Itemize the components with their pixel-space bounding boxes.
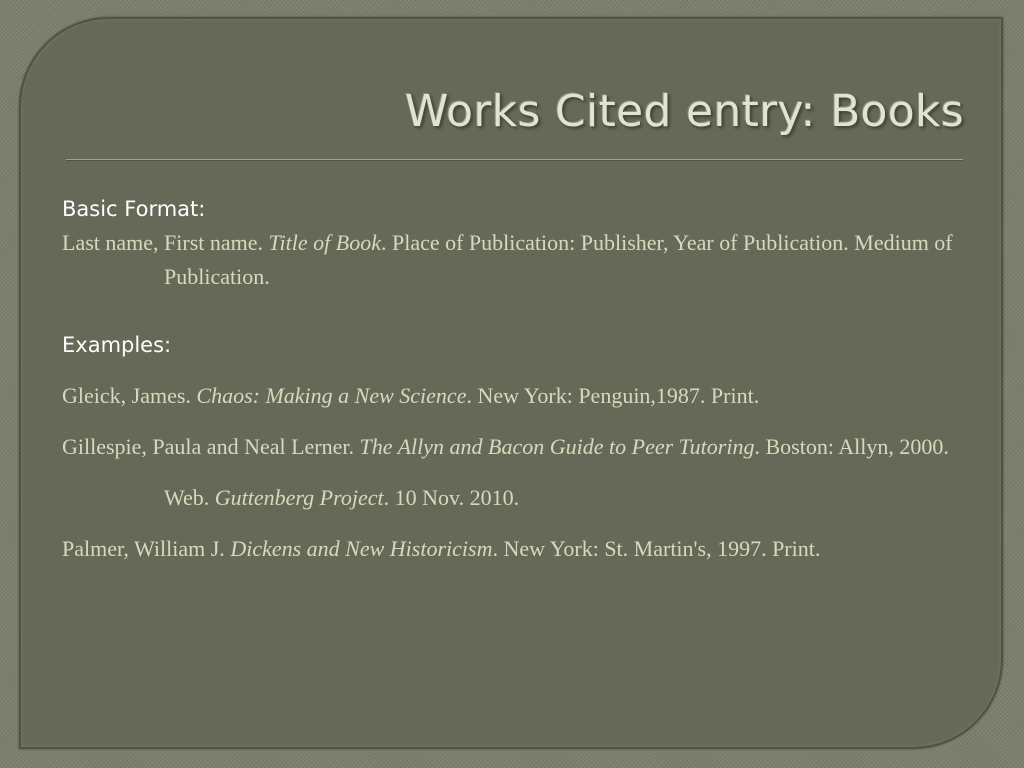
basic-format-heading: Basic Format:: [62, 197, 206, 221]
example-author: Gleick, James.: [62, 383, 197, 408]
example-title: The Allyn and Bacon Guide to Peer Tutoring: [359, 434, 755, 459]
slide-title: Works Cited entry: Books: [404, 86, 964, 137]
example-title: Dickens and New Historicism: [230, 536, 493, 561]
basic-format-template: [62, 226, 967, 294]
examples-heading: Examples:: [62, 333, 172, 357]
examples-list: [62, 370, 967, 574]
slide-content: [62, 196, 967, 574]
example-rest: . 10 Nov. 2010.: [383, 485, 520, 510]
example-middle: . Boston: Allyn, 2000. Web.: [164, 434, 949, 510]
example-author: Palmer, William J.: [62, 536, 231, 561]
example-author: Gillespie, Paula and Neal Lerner.: [62, 434, 360, 459]
example-rest: . New York: Penguin,1987. Print.: [466, 383, 760, 408]
example-container: Guttenberg Project: [214, 485, 384, 510]
format-rest: . Place of Publication: Publisher, Year of Publication. Medium of Publication.: [164, 230, 953, 289]
example-entry: [62, 421, 967, 523]
example-entry: [62, 523, 967, 574]
example-title: Chaos: Making a New Science: [196, 383, 467, 408]
title-divider: [66, 159, 963, 161]
example-rest: . New York: St. Martin's, 1997. Print.: [492, 536, 821, 561]
format-title: Title of Book: [268, 230, 381, 255]
format-lead: Last name, First name.: [62, 230, 269, 255]
example-entry: [62, 370, 967, 421]
